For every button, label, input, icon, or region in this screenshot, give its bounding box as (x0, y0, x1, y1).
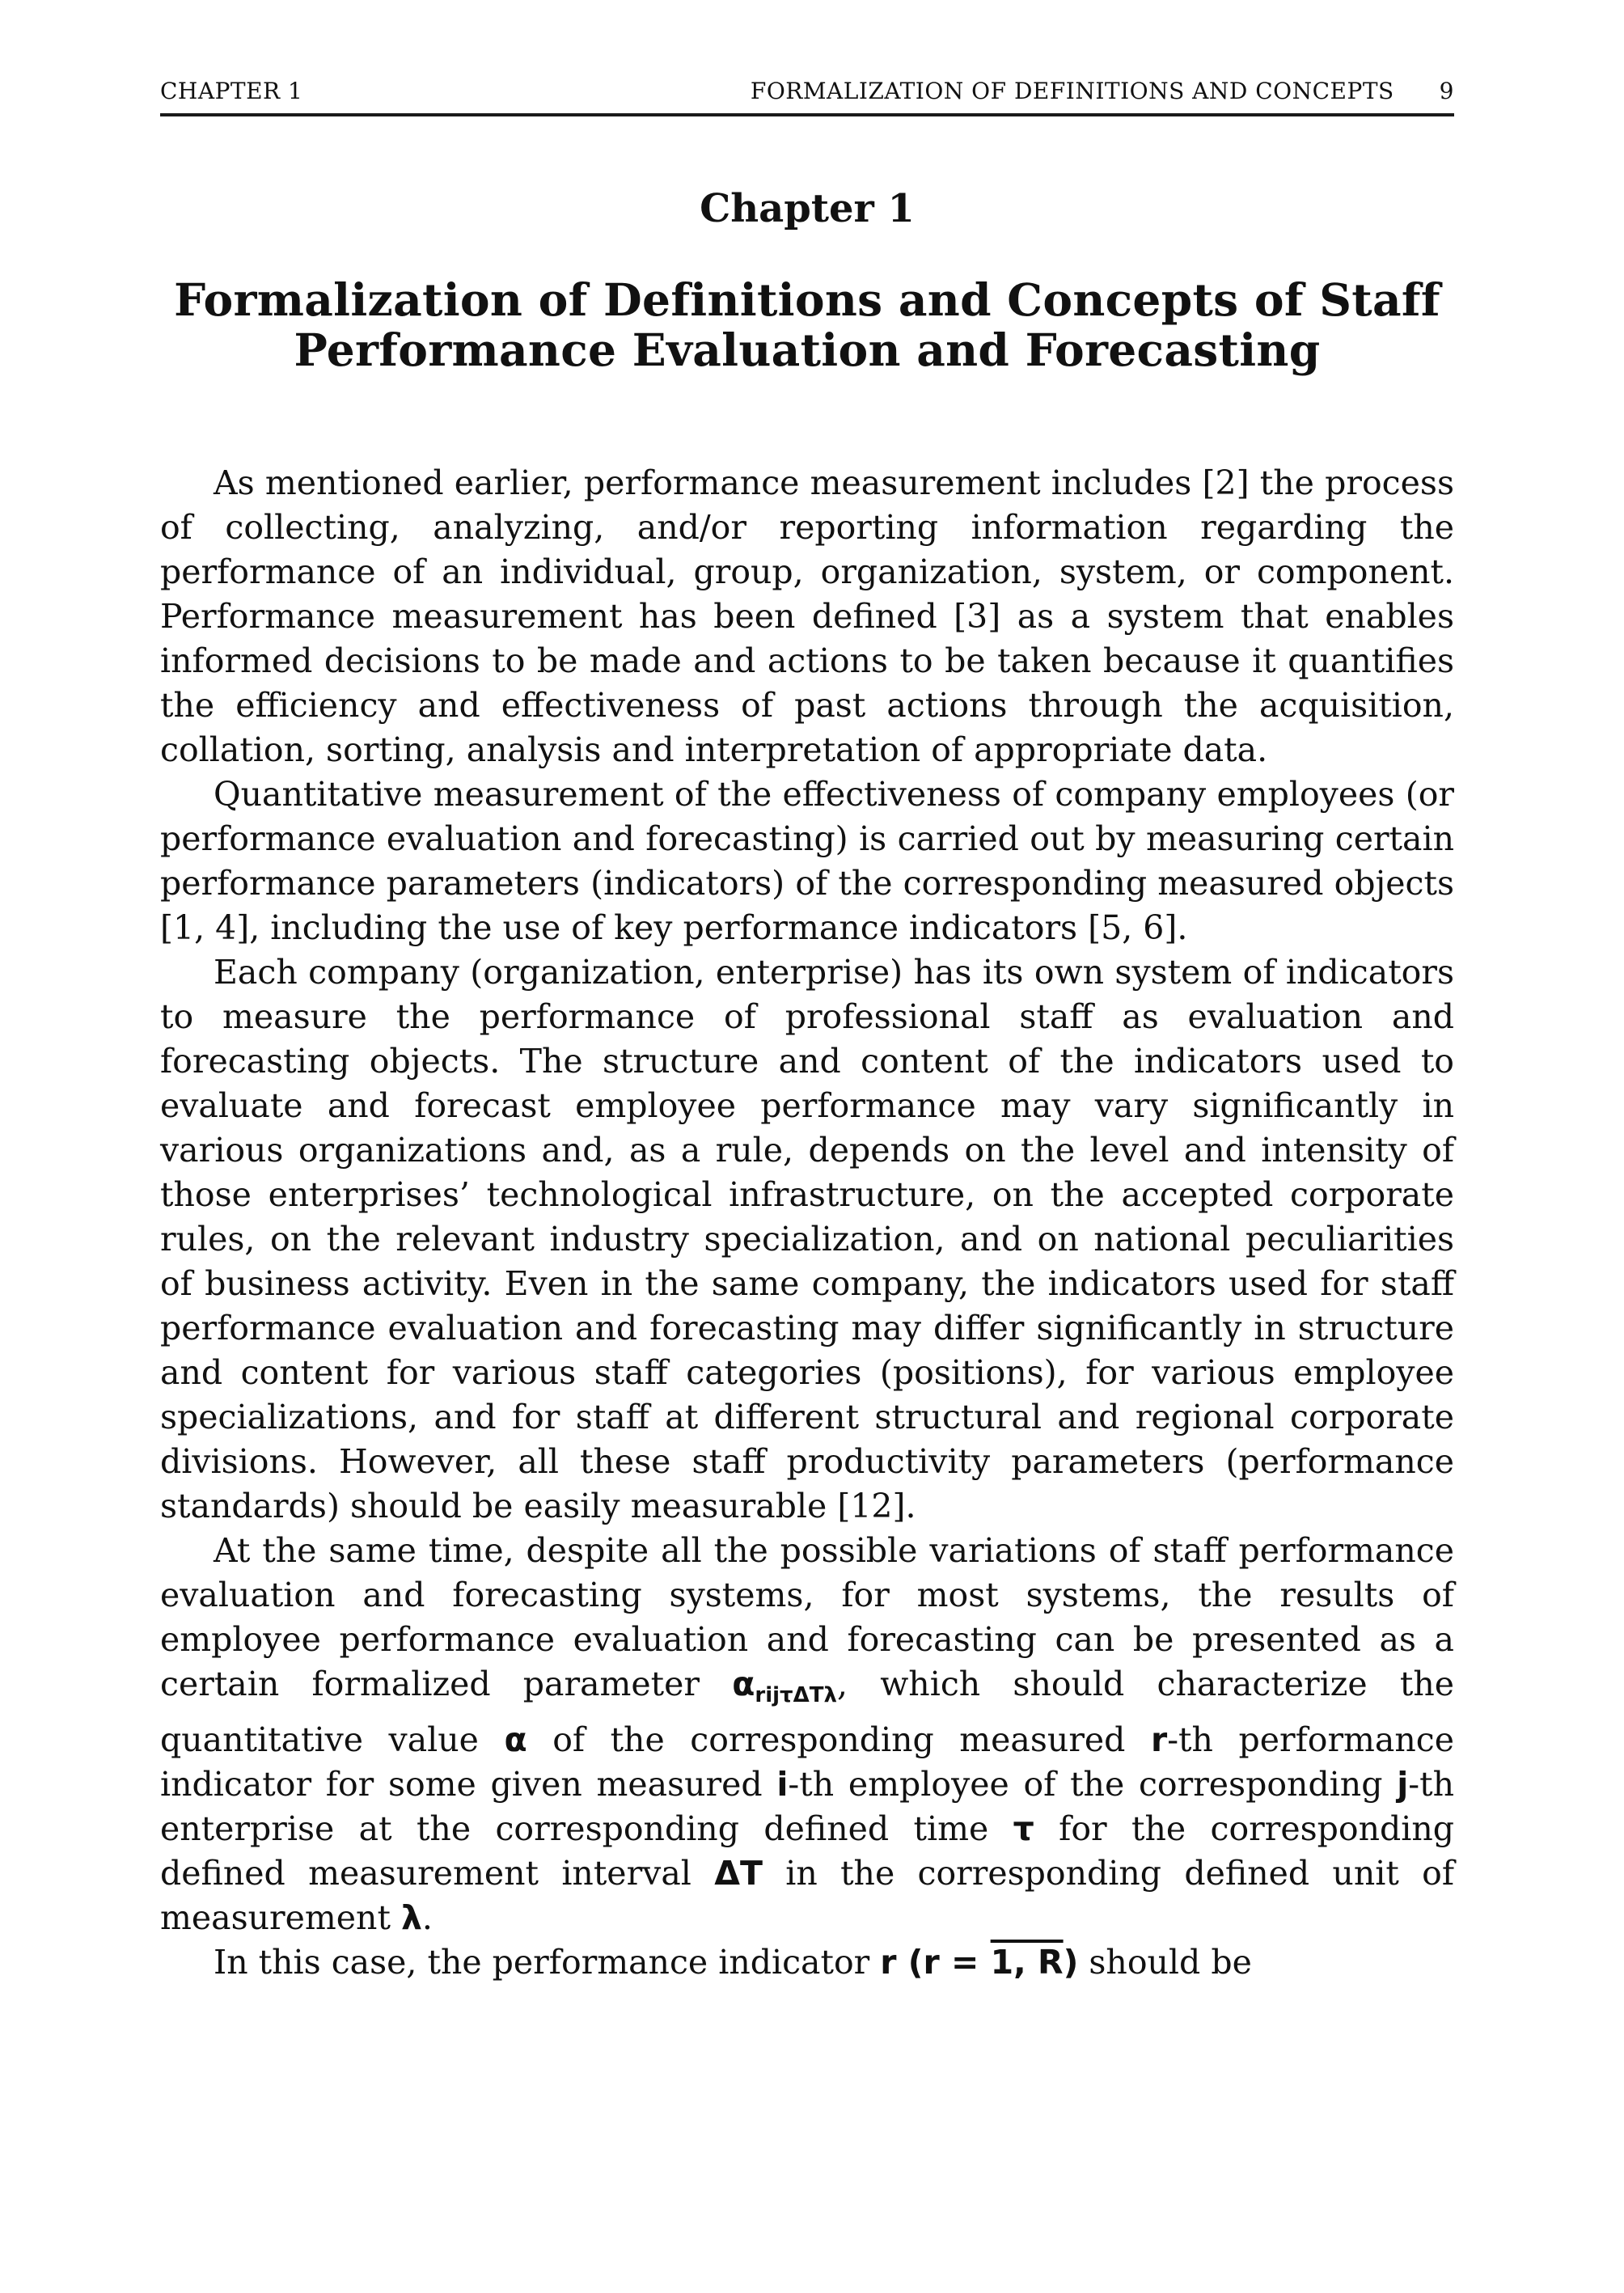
paragraph-5-text: should be (1078, 1943, 1252, 1982)
alpha-symbol: α (504, 1720, 527, 1759)
expression-range: 1, R (990, 1943, 1064, 1982)
paragraph-4-text: -th enterprise at the corresponding defined time (160, 1765, 1454, 1848)
parameter-symbol: α (732, 1665, 755, 1703)
paragraph-4-text: -th employee of the corresponding (788, 1765, 1398, 1804)
j-symbol: j (1397, 1765, 1409, 1804)
expression-end: ) (1063, 1943, 1079, 1982)
paragraph-4-text: -th performance indicator for some given measured (160, 1720, 1454, 1804)
body-text (160, 461, 1454, 1985)
paragraph-1: As mentioned earlier, performance measurement includes [2] the process of collecting, analyzing, and/or reporting information regarding the performance of an individual, group, organization, system, or component. Performance measurement has been defined [3] as a system that enables informed decisions to be made and actions to be taken because it quantifies the efficiency and effectiveness of past actions through the acquisition, collation, sorting, analysis and interpretation of appropriate data. (160, 463, 1454, 769)
paragraph-4 (160, 1529, 1454, 1940)
indicator-range-expression (880, 1943, 1078, 1982)
paragraph-4-text: of the corresponding measured (527, 1720, 1151, 1759)
paragraph-4-text: , which should characterize the quantitative value (160, 1665, 1454, 1759)
expression-start: r (r = (880, 1943, 991, 1982)
running-head-section (751, 78, 1454, 104)
running-head-section-title: FORMALIZATION OF DEFINITIONS AND CONCEPTS (750, 78, 1394, 104)
paragraph-2: Quantitative measurement of the effectiveness of company employees (or performance evaluation and forecasting) is carried out by measuring certain performance parameters (indicators) of the corresponding measured objects [1, 4], including the use of key performance indicators [5, 6]. (160, 775, 1454, 947)
tau-symbol: τ (1013, 1809, 1034, 1848)
paragraph-4-text: in the corresponding defined unit of measurement (160, 1854, 1454, 1937)
lambda-symbol: λ (400, 1898, 422, 1937)
page-number: 9 (1439, 78, 1454, 104)
paragraph-5 (160, 1940, 1454, 1985)
i-symbol: i (776, 1765, 789, 1804)
running-head-chapter: CHAPTER 1 (160, 78, 303, 104)
paragraph-3: Each company (organization, enterprise) has its own system of indicators to measure the performance of professional staff as evaluation and forecasting objects. The structure and content of the indicators used to evaluate and forecast employee performance may vary significantly in various organizations and, as a rule, depends on the level and intensity of those enterprises’ technological infrastructure, on the accepted corporate rules, on the relevant industry specialization, and on national peculiarities of business activity. Even in the same company, the indicators used for staff performance evaluation and forecasting may differ significantly in structure and content for various staff categories (positions), for various employee specializations, and for staff at different structural and regional corporate divisions. However, all these staff productivity parameters (performance standards) should be easily measurable [12]. (160, 953, 1454, 1525)
paragraph-5-text: In this case, the performance indicator (214, 1943, 881, 1982)
r-symbol: r (1150, 1720, 1168, 1759)
chapter-title (160, 275, 1454, 375)
chapter-title-line-1: Formalization of Definitions and Concepts of Staff (174, 273, 1440, 326)
running-head (160, 74, 1454, 116)
parameter-subscript: rijτΔTλ (755, 1683, 837, 1707)
chapter-label: Chapter 1 (700, 186, 915, 231)
paragraph-4-text: for the corresponding defined measurement interval (160, 1809, 1454, 1893)
chapter-title-line-2: Performance Evaluation and Forecasting (294, 324, 1321, 376)
formalized-parameter (732, 1665, 837, 1707)
delta-t-symbol: ΔT (714, 1854, 763, 1893)
paragraph-4-text: At the same time, despite all the possible variations of staff performance evaluation and forecasting systems, for most systems, the results of employee performance evaluation and forecasting can be presented as a certain formalized parameter (160, 1531, 1454, 1703)
paragraph-4-text: . (421, 1898, 433, 1937)
